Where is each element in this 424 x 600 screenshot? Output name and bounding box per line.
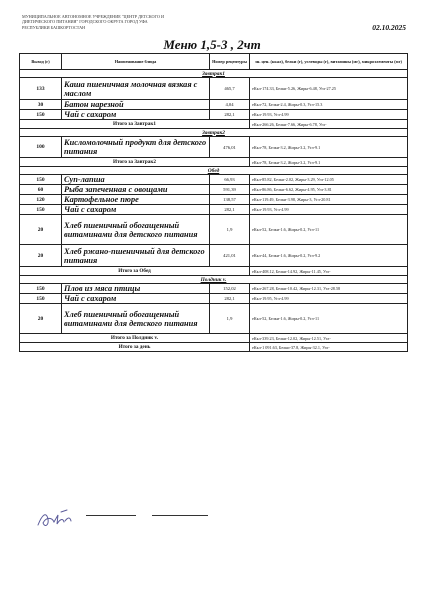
dish-name-cell: Чай с сахаром bbox=[62, 205, 210, 215]
section-header bbox=[20, 276, 408, 284]
section-total-label: Итого за Обед bbox=[20, 267, 250, 276]
signature-line bbox=[152, 515, 208, 516]
nutrition-cell: еКкл-52, Белки-1.6, Жиры-0.2, Угл-11 bbox=[250, 304, 408, 334]
table-row bbox=[20, 294, 408, 304]
dish-name-cell: Кисломолочный продукт для детского питания bbox=[62, 137, 210, 158]
nutrition-cell: еКкл-19.93, Угл-4.99 bbox=[250, 110, 408, 120]
table-row bbox=[20, 110, 408, 120]
section-title: Обед bbox=[20, 167, 408, 175]
section-title: Завтрак2 bbox=[20, 129, 408, 137]
recipe-number-cell: 282,1 bbox=[210, 294, 250, 304]
table-row bbox=[20, 185, 408, 195]
org-line: ДИЕТИЧЕСКОГО ПИТАНИЯ" ГОРОДСКОГО ОКРУГА ГОРОД УФА bbox=[22, 19, 148, 25]
org-line: РЕСПУБЛИКИ БАШКОРТОСТАН bbox=[22, 24, 86, 30]
menu-table bbox=[19, 53, 408, 352]
yield-cell: 20 bbox=[20, 215, 62, 245]
dish-name-cell: Хлеб пшеничный обогащенный витаминами для детского питания bbox=[62, 215, 210, 245]
section-total-label: Итого за Полдник v. bbox=[20, 334, 250, 343]
recipe-number-cell: 1,9 bbox=[210, 215, 250, 245]
table-row bbox=[20, 195, 408, 205]
nutrition-cell: еКкл-86.86, Белки-6.62, Жиры-4.95, Угл-3.81 bbox=[250, 185, 408, 195]
column-header-yield: Выход (г) bbox=[20, 54, 62, 70]
dish-name-cell: Каша пшеничная молочная вязкая с маслом bbox=[62, 78, 210, 100]
section-title: Полдник v. bbox=[20, 276, 408, 284]
column-header-dish: Наименование блюда bbox=[62, 54, 210, 70]
table-row bbox=[20, 304, 408, 334]
section-title: Завтрак1 bbox=[20, 70, 408, 78]
section-total-row bbox=[20, 120, 408, 129]
day-total-row bbox=[20, 343, 408, 352]
yield-cell: 150 bbox=[20, 294, 62, 304]
section-total-value: еКкл-266.26, Белки-7.66, Жиры-6.78, Угл- bbox=[250, 120, 408, 129]
yield-cell: 150 bbox=[20, 284, 62, 294]
dish-name-cell: Плов из мяса птицы bbox=[62, 284, 210, 294]
recipe-number-cell: 282,1 bbox=[210, 110, 250, 120]
signature bbox=[34, 503, 86, 533]
section-total-value: еКкл-339.23, Белки-12.02, Жиры-12.51, Угл- bbox=[250, 334, 408, 343]
day-total-value: еКкл-1 091.63, Белки-37.8, Жиры-32.1, Угл- bbox=[250, 343, 408, 352]
dish-name-cell: Суп-лапша bbox=[62, 175, 210, 185]
column-header-recipe: Номер рецептуры bbox=[210, 54, 250, 70]
org-line: МУНИЦИПАЛЬНОЕ АВТОНОМНОЕ УЧРЕЖДЕНИЕ "ЦЕНТР ДЕТСКОГО И bbox=[22, 14, 164, 19]
section-header bbox=[20, 70, 408, 78]
table-row bbox=[20, 78, 408, 100]
recipe-number-cell: 1,9 bbox=[210, 304, 250, 334]
table-row bbox=[20, 100, 408, 110]
nutrition-cell: еКкл-119.49, Белки-3.98, Жиры-3, Угл-20.81 bbox=[250, 195, 408, 205]
menu-body bbox=[20, 70, 408, 352]
table-row bbox=[20, 137, 408, 158]
section-total-value: еКкл-408.12, Белки-14.92, Жиры-11.45, Угл- bbox=[250, 267, 408, 276]
recipe-number-cell: 465,7 bbox=[210, 78, 250, 100]
nutrition-cell: еКкл-85.82, Белки-2.02, Жиры-3.29, Угл-12.05 bbox=[250, 175, 408, 185]
recipe-number-cell: 282,1 bbox=[210, 205, 250, 215]
nutrition-cell: еКкл-52, Белки-1.6, Жиры-0.2, Угл-11 bbox=[250, 215, 408, 245]
dish-name-cell: Чай с сахаром bbox=[62, 294, 210, 304]
yield-cell: 150 bbox=[20, 205, 62, 215]
yield-cell: 120 bbox=[20, 195, 62, 205]
yield-cell: 133 bbox=[20, 78, 62, 100]
recipe-number-cell: 4,04 bbox=[210, 100, 250, 110]
yield-cell: 20 bbox=[20, 304, 62, 334]
nutrition-cell: еКкл-174.33, Белки-5.26, Жиры-6.48, Угл-27.25 bbox=[250, 78, 408, 100]
signature-line bbox=[86, 515, 136, 516]
table-header-row bbox=[20, 54, 408, 70]
recipe-number-cell: 138,57 bbox=[210, 195, 250, 205]
table-row bbox=[20, 245, 408, 267]
section-total-label: Итого за Завтрак2 bbox=[20, 158, 250, 167]
section-total-row bbox=[20, 267, 408, 276]
table-row bbox=[20, 175, 408, 185]
dish-name-cell: Чай с сахаром bbox=[62, 110, 210, 120]
table-row bbox=[20, 215, 408, 245]
section-total-label: Итого за Завтрак1 bbox=[20, 120, 250, 129]
recipe-number-cell: 591,39 bbox=[210, 185, 250, 195]
dish-name-cell: Картофельное пюре bbox=[62, 195, 210, 205]
nutrition-cell: еКкл-44, Белки-1.6, Жиры-0.2, Угл-9.2 bbox=[250, 245, 408, 267]
dish-name-cell: Хлеб пшеничный обогащенный витаминами для детского питания bbox=[62, 304, 210, 334]
yield-cell: 150 bbox=[20, 110, 62, 120]
recipe-number-cell: 66,93 bbox=[210, 175, 250, 185]
yield-cell: 100 bbox=[20, 137, 62, 158]
table-row bbox=[20, 284, 408, 294]
org-name bbox=[22, 14, 212, 30]
section-total-value: еКкл-78, Белки-3.2, Жиры-3.2, Угл-9.1 bbox=[250, 158, 408, 167]
dish-name-cell: Батон нарезной bbox=[62, 100, 210, 110]
page-title: Меню 1,5-3 , 2чт bbox=[163, 37, 261, 52]
section-total-row bbox=[20, 158, 408, 167]
day-total-label: Итого за день bbox=[20, 343, 250, 352]
table-row bbox=[20, 205, 408, 215]
yield-cell: 30 bbox=[20, 100, 62, 110]
menu-date: 02.10.2025 bbox=[372, 23, 406, 32]
column-header-nutrition: эн. цен. (ккал), белки (г), углеводы (г), витамины (мг), микроэлементы (мг) bbox=[250, 54, 408, 70]
nutrition-cell: еКкл-19.95, Угл-4.99 bbox=[250, 294, 408, 304]
recipe-number-cell: 421,01 bbox=[210, 245, 250, 267]
recipe-number-cell: 152,02 bbox=[210, 284, 250, 294]
section-header bbox=[20, 167, 408, 175]
yield-cell: 60 bbox=[20, 185, 62, 195]
section-total-row bbox=[20, 334, 408, 343]
nutrition-cell: еКкл-72, Белки-2.4, Жиры-0.3, Угл-15.3 bbox=[250, 100, 408, 110]
yield-cell: 150 bbox=[20, 175, 62, 185]
dish-name-cell: Хлеб ржано-пшеничный для детского питания bbox=[62, 245, 210, 267]
section-header bbox=[20, 129, 408, 137]
yield-cell: 20 bbox=[20, 245, 62, 267]
recipe-number-cell: 476,01 bbox=[210, 137, 250, 158]
nutrition-cell: еКкл-78, Белки-3.2, Жиры-3.2, Угл-9.1 bbox=[250, 137, 408, 158]
dish-name-cell: Рыба запеченная с овощами bbox=[62, 185, 210, 195]
nutrition-cell: еКкл-267.28, Белки-10.42, Жиры-12.31, Угл-28.58 bbox=[250, 284, 408, 294]
nutrition-cell: еКкл-19.93, Угл-4.99 bbox=[250, 205, 408, 215]
